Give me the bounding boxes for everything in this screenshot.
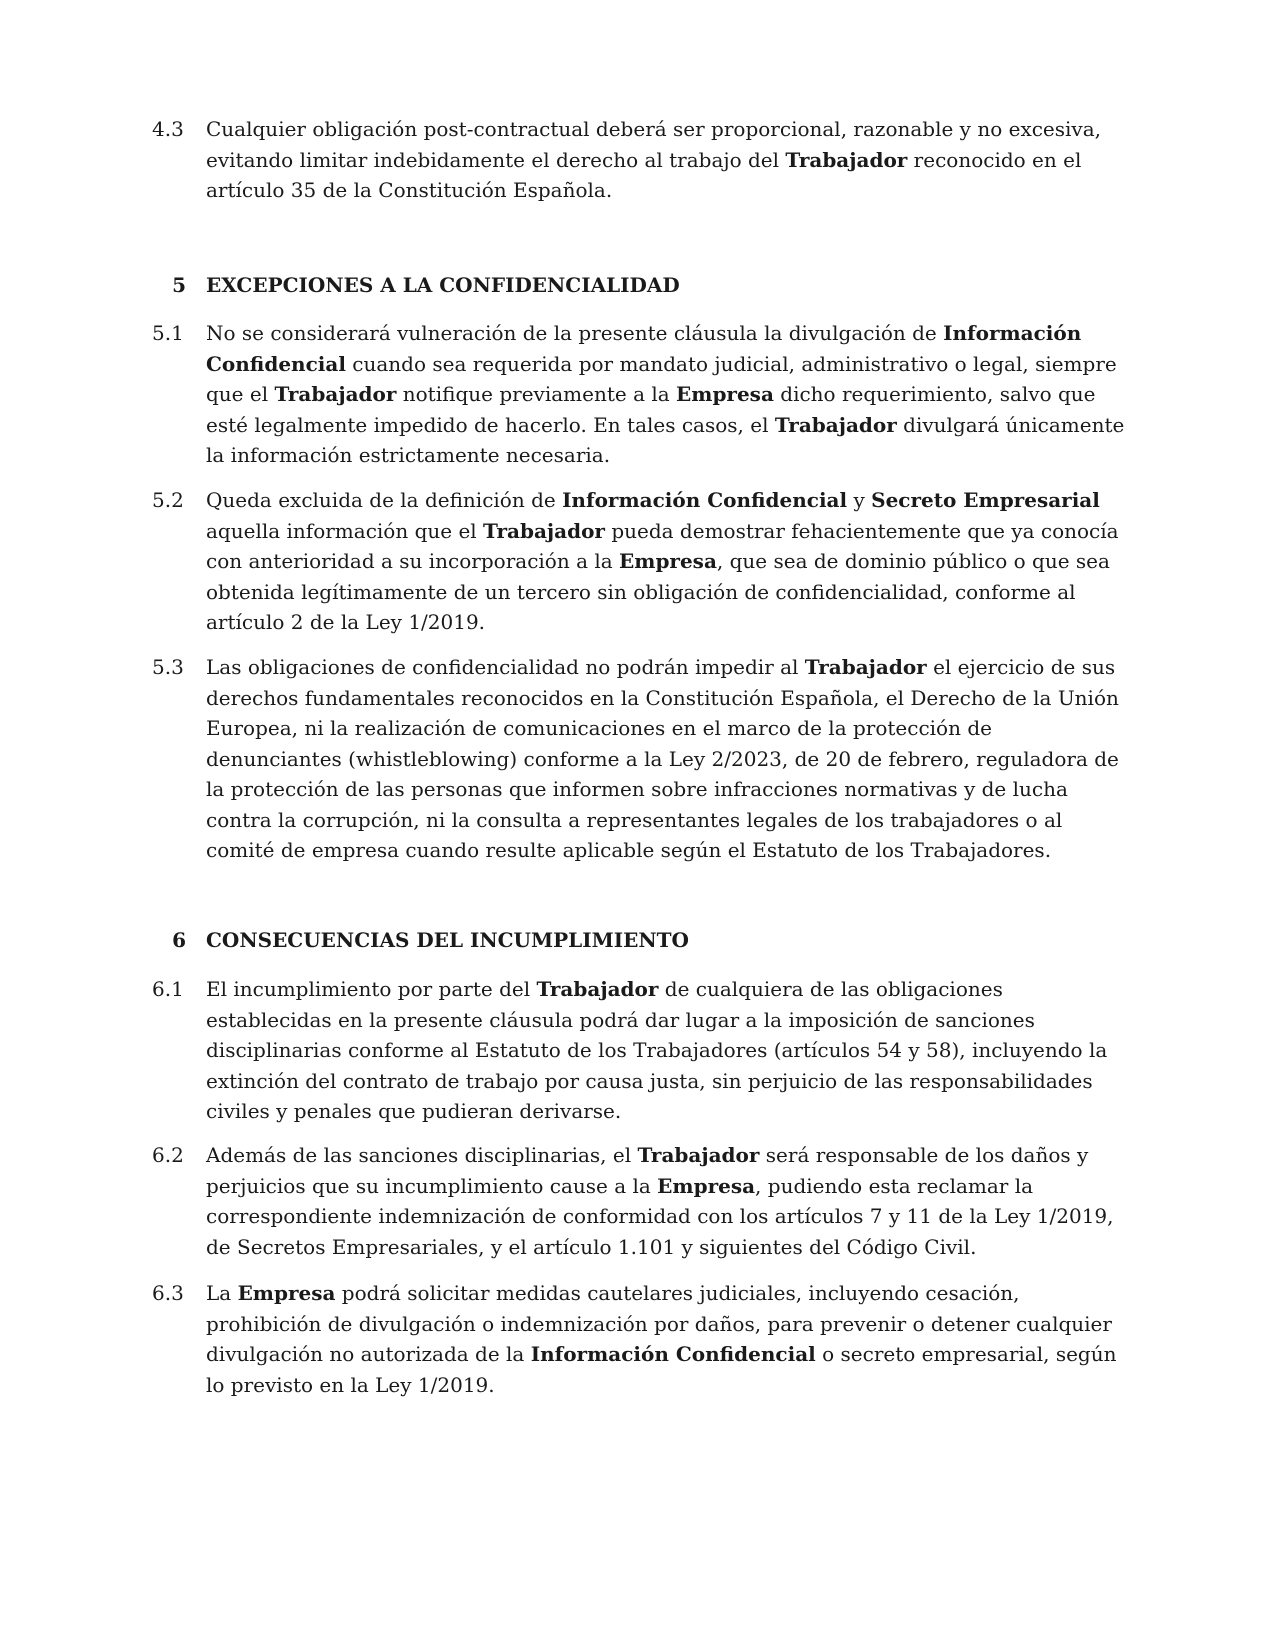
section-title: CONSECUENCIAS DEL INCUMPLIMIENTO <box>206 928 689 952</box>
clause-number: 4.3 <box>152 117 184 141</box>
clause-segment: Las obligaciones de confidencialidad no podrán impedir al <box>206 655 805 679</box>
clause-segment: reconocido en el artículo 35 de la Constitución Española. <box>206 147 1082 202</box>
defined-term: Información Confidencial <box>530 1342 816 1366</box>
clause-text <box>206 652 1132 866</box>
section-heading-6 <box>152 925 1132 955</box>
clause-segment: La <box>206 1281 238 1305</box>
clause-text <box>206 485 1132 638</box>
clause-segment: será responsable de los daños y perjuicios que su incumplimiento cause a la <box>206 1143 1089 1198</box>
clause-4-3 <box>152 114 1132 206</box>
defined-term: Empresa <box>237 1281 336 1305</box>
clause-number: 6.1 <box>152 977 184 1001</box>
clause-number: 5.3 <box>152 655 184 679</box>
defined-term: Trabajador <box>785 147 908 172</box>
section-heading-5 <box>152 270 1132 300</box>
clause-segment: Queda excluida de la definición de <box>206 488 563 512</box>
clause-number: 6.3 <box>152 1281 184 1305</box>
clause-segment: de cualquiera de las obligaciones establecidas en la presente cláusula podrá dar lugar a la imposición de sanciones disciplinarias conforme al Estatuto de los Trabajadores (artículos 54 y 58), incluyendo la extinción del contrato de trabajo por causa justa, sin perjuicio de las responsabilidades civiles y penales que pudieran derivarse. <box>206 977 1108 1123</box>
clause-segment: cuando sea requerida por mandato judicial, administrativo o legal, siempre que el <box>206 351 1117 406</box>
clause-number: 6.2 <box>152 1143 184 1167</box>
clause-6-2 <box>152 1140 1132 1262</box>
clause-segment: Cualquier obligación post-contractual deberá ser proporcional, razonable y no excesiva, evitando limitar indebidamente el derecho al trabajo del <box>206 117 1102 172</box>
defined-term: Empresa <box>657 1173 756 1198</box>
clause-text <box>206 318 1132 471</box>
clause-text <box>206 1278 1132 1400</box>
defined-term: Empresa <box>619 549 717 573</box>
defined-term: Trabajador <box>483 518 605 543</box>
clause-text <box>206 1140 1132 1262</box>
clause-segment: , que sea de dominio público o que sea obtenida legítimamente de un tercero sin obligación de confidencialidad, conforme al artículo 2 de la Ley 1/2019. <box>206 549 1110 634</box>
clause-segment: y <box>847 488 872 512</box>
clause-5-2 <box>152 485 1132 638</box>
clause-segment: pueda demostrar fehacientemente que ya conocía con anterioridad a su incorporación a la <box>206 518 1119 573</box>
defined-term: Trabajador <box>536 977 659 1001</box>
defined-term: Información Confidencial <box>562 488 848 512</box>
clause-segment: No se considerará vulneración de la presente cláusula la divulgación de <box>206 321 944 345</box>
defined-term: Trabajador <box>774 412 897 437</box>
clause-text <box>206 974 1132 1127</box>
section-number: 6 <box>172 928 186 952</box>
clause-segment: El incumplimiento por parte del <box>206 977 537 1001</box>
clause-segment: dicho requerimiento, salvo que esté legalmente impedido de hacerlo. En tales casos, el <box>206 382 1096 437</box>
defined-term: Secreto Empresarial <box>871 488 1100 512</box>
clause-5-3 <box>152 652 1132 866</box>
clause-segment: podrá solicitar medidas cautelares judiciales, incluyendo cesación, prohibición de divulgación o indemnización por daños, para prevenir o detener cualquier divulgación no autorizada de la <box>206 1281 1112 1366</box>
defined-term: Trabajador <box>637 1143 760 1167</box>
clause-number: 5.1 <box>152 321 184 345</box>
clause-5-1 <box>152 318 1132 471</box>
defined-term: Información Confidencial <box>206 321 1082 376</box>
clause-segment: Además de las sanciones disciplinarias, el <box>206 1143 638 1167</box>
clause-6-3 <box>152 1278 1132 1400</box>
defined-term: Trabajador <box>804 655 927 679</box>
clause-segment: divulgará únicamente la información estrictamente necesaria. <box>206 412 1125 467</box>
clause-segment: o secreto empresarial, según lo previsto en la Ley 1/2019. <box>206 1342 1117 1397</box>
clause-segment: el ejercicio de sus derechos fundamentales reconocidos en la Constitución Española, el Derecho de la Unión Europea, ni la realización de comunicaciones en el marco de la protección de denunciantes (whistleblowing) conforme a la Ley 2/2023, de 20 de febrero, reguladora de la protección de las personas que informen sobre infracciones normativas y de lucha contra la corrupción, ni la consulta a representantes legales de los trabajadores o al comité de empresa cuando resulte aplicable según el Estatuto de los Trabajadores. <box>206 655 1119 862</box>
clause-segment: aquella información que el <box>206 518 484 543</box>
clause-6-1 <box>152 974 1132 1127</box>
clause-segment: , pudiendo esta reclamar la correspondiente indemnización de conformidad con los artículos 7 y 11 de la Ley 1/2019, de Secretos Empresariales, y el artículo 1.101 y siguientes del Código Civil. <box>206 1173 1114 1259</box>
clause-segment: notifique previamente a la <box>396 382 677 406</box>
clause-number: 5.2 <box>152 488 184 512</box>
section-number: 5 <box>172 273 186 297</box>
clause-text <box>206 114 1132 206</box>
section-title: EXCEPCIONES A LA CONFIDENCIALIDAD <box>206 273 680 297</box>
defined-term: Trabajador <box>274 382 397 406</box>
defined-term: Empresa <box>676 382 774 406</box>
